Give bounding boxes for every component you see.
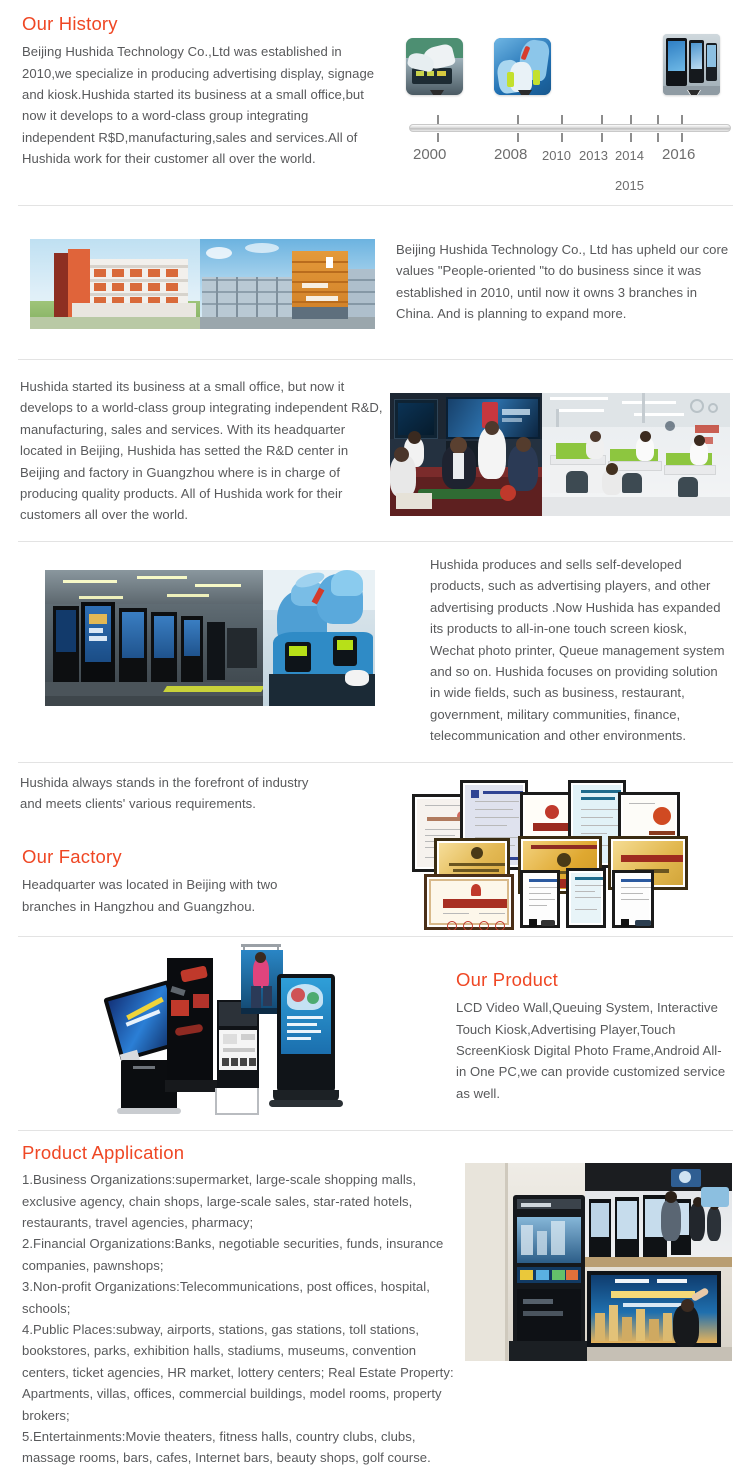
history-timeline [409,124,734,193]
timeline-axis-bar [409,124,731,132]
history-section [22,12,382,170]
factory-section [22,845,312,917]
timeline-tick-2016-lower [681,133,683,142]
certificates-collage-photo [400,770,730,930]
timeline-tick-2013 [601,115,603,124]
product-paragraph: LCD Video Wall,Queuing System, Interactive Touch Kiosk,Advertising Player,Touch ScreenKiosk Digital Photo Frame,Android All-in One PC,we can provide customized service as well. [456,1000,726,1101]
divider-3 [18,541,733,542]
application-item-2: 2.Financial Organizations:Banks, negotiable securities, funds, insurance companies, pawnshops; [22,1236,444,1273]
certificate [424,874,514,930]
timeline-photo-2016 [663,34,720,95]
factory-heading: Our Factory [22,846,122,867]
application-item-5: 5.Entertainments:Movie theaters, fitness halls, country clubs, clubs, massage rooms, bars, cafes, Internet bars, beauty shops, golf course. [22,1429,431,1466]
timeline-year-2014: 2014 [615,148,644,163]
timeline-year-2008: 2008 [494,146,528,163]
divider-2 [18,359,733,360]
timeline-tick-2013-lower [601,133,603,142]
products-intro-paragraph: Hushida produces and sells self-developed products, such as advertising players, and other advertising products .Now Hushida has expanded its products to all-in-one touch screen kiosk, Wechat photo printer, Queue management system and so on. Hushida focuses on providing solution in wide fields, such as business, restaurant, government, military communities, finance, telecommunication and other environments. [430,557,725,744]
application-item-3: 3.Non-profit Organizations:Telecommunications, post offices, hospital, schools; [22,1279,430,1316]
timeline-tick-2008-lower [517,133,519,142]
divider-5 [18,936,733,937]
office-team-photo [390,393,730,516]
production-line-photo [45,570,375,706]
timeline-year-2010: 2010 [542,148,571,163]
timeline-photo-2008 [494,38,551,95]
timeline-tick-2014-lower [630,133,632,142]
timeline-tick-2015 [657,115,659,124]
timeline-year-2015: 2015 [615,178,644,193]
digital-signage-lineup-photo [95,940,425,1115]
history-paragraph: Beijing Hushida Technology Co.,Ltd was established in 2010,we specialize in producing advertising display, signage and kiosk.Hushida started its business at a small office,but now it develops to a word-class group integrating independent R$D,manufacturing,sales and services.All of Hushida work for their customer all over the world. [22,44,375,167]
timeline-tick-2016 [681,115,683,124]
divider-1 [18,205,733,206]
timeline-photo-2000 [406,38,463,95]
application-item-4: 4.Public Places:subway, airports, stations, gas stations, toll stations, bookstores, parks, exhibition halls, stadiums, museums, convention centers, ticket agencies, HR market, lottery centers; Real Estate Property: Apartments, villas, offices, commercial buildings, model rooms, property brokers; [22,1321,454,1423]
timeline-year-2016: 2016 [662,146,696,163]
product-heading: Our Product [456,969,558,990]
application-item-1: 1.Business Organizations:supermarket, large-scale shopping malls, exclusive agency, chain shops, large-scale sales, star-rated hotels, restaurants, travel agencies, pharmacy; [22,1172,417,1230]
application-section [22,1141,462,1469]
timeline-tick-2000 [437,115,439,124]
timeline-year-2013: 2013 [579,148,608,163]
certificate [566,868,606,928]
timeline-tick-2010 [561,115,563,124]
core-values-paragraph: Beijing Hushida Technology Co., Ltd has upheld our core values "People-oriented "to do business since it was established in 2010, until now it owns 3 branches in China. And is planning to expand more. [396,242,729,322]
product-section [456,968,728,1104]
timeline-tick-2000-lower [437,133,439,142]
about-paragraph: Hushida started its business at a small office, but now it develops to a world-class group integrating independent R&D, manufacturing, sales and services. With its headquarter located in Beijing, Hushida has setted the R&D center in Beijing and factory in Guangzhou where is in charge of producing quality products. All of Hushida work for their customers all over the world. [20,379,383,523]
divider-4 [18,762,733,763]
company-buildings-photo [30,239,375,329]
divider-6 [18,1130,733,1131]
exhibition-hall-kiosks-photo [465,1163,732,1361]
application-heading: Product Application [22,1142,185,1163]
forefront-section [20,772,310,815]
certificate [520,870,560,928]
history-heading: Our History [22,13,118,34]
forefront-paragraph: Hushida always stands in the forefront of industry and meets clients' various requirements. [20,775,309,812]
about-section [20,376,388,526]
timeline-tick-2008 [517,115,519,124]
timeline-tick-2015-lower [657,133,659,142]
timeline-tick-2014 [630,115,632,124]
timeline-year-2000: 2000 [413,146,447,163]
certificate [612,870,654,928]
products-intro-section [430,554,730,747]
core-values-section [396,239,732,325]
timeline-tick-2010-lower [561,133,563,142]
factory-paragraph: Headquarter was located in Beijing with two branches in Hangzhou and Guangzhou. [22,877,278,914]
